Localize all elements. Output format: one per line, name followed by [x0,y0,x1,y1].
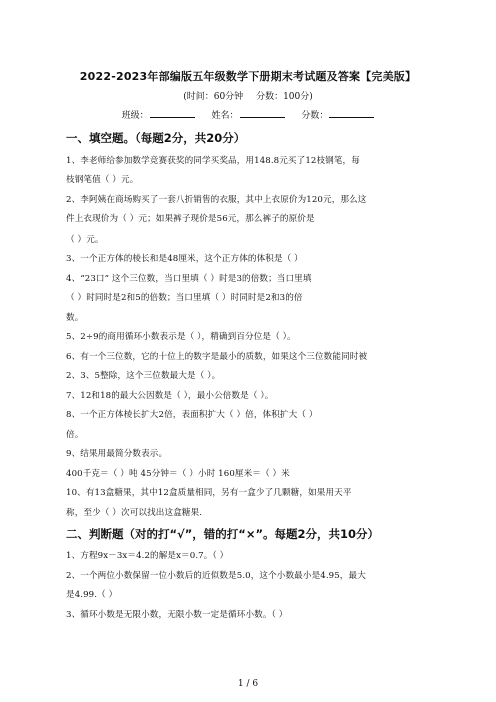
question-line: 倍。 [66,430,84,440]
question-line: 1、方程9x－3x＝4.2的解是x＝0.7。（ ） [66,551,229,561]
question-line: 6、有一个三位数，它的十位上的数字是最小的质数，如果这个三位数能同时被 [66,352,368,362]
question-line: 2、3、5整除，这个三位数最大是（ ）。 [66,371,221,381]
question-line: 2、一个两位小数保留一位小数后的近似数是5.0，这个小数最小是4.95，最大 [66,571,366,581]
question-line: 2、李阿姨在商场购买了一套八折销售的衣服，其中上衣原价为120元，那么这 [66,195,367,205]
score-label: 分数： [301,111,329,121]
name-blank[interactable] [240,109,285,118]
class-label: 班级： [121,111,149,121]
question-line: 是4.99.（ ） [66,590,118,600]
exam-title: 2022-2023年部编版五年级数学下册期末考试题及答案【完美版】 [79,70,417,83]
student-info-line [0,108,496,121]
question-line: 3、循环小数是无限小数，无限小数一定是循环小数。（ ） [66,610,288,620]
class-blank[interactable] [150,109,195,118]
section-2-heading: 二、判断题（对的打“√”，错的打“×”。每题2分，共10分） [66,527,380,541]
page-number: 1 / 6 [237,679,259,689]
question-line: （ ）元。 [66,235,104,245]
question-line: 件上衣现价为（ ）元；如果裤子现价是56元，那么裤子的原价是 [66,214,315,224]
question-line: 枝钢笔值（ ）元。 [66,175,139,185]
question-line: 1、李老师给参加数学竞赛获奖的同学买奖品，用148.8元买了12枝钢笔，每 [66,156,360,166]
question-line: 10、有13盒糖果，其中12盒质量相同，另有一盒少了几颗糖，如果用天平 [66,488,352,498]
name-label: 姓名： [211,111,239,121]
question-line: 3、一个正方体的棱长和是48厘米，这个正方体的体积是（ ） [66,254,303,264]
score-blank[interactable] [329,109,374,118]
question-line: 4、“23口” 这个三位数，当口里填（ ）时是3的倍数；当口里填 [66,274,312,284]
exam-time: (时间：60分钟 [183,92,244,102]
question-line: 7、12和18的最大公因数是（ ），最小公倍数是（ ）。 [66,391,274,401]
exam-total-score: 分数：100分) [256,92,313,102]
exam-time-score [0,89,496,102]
question-line: 称，至少（ ）次可以找出这盒糖果. [66,508,203,518]
question-line: 400千克＝（ ）吨 45分钟＝（ ）小时 160厘米＝（ ）米 [66,469,290,479]
question-line: 5、2÷9的商用循环小数表示是（ ），精确到百分位是（ ）。 [66,332,296,342]
question-line: 9、结果用最简分数表示。 [66,449,168,459]
question-line: 数。 [66,313,84,323]
section-1-heading: 一、填空题。（每题2分，共20分） [66,131,246,145]
question-line: （ ）时同时是2和5的倍数；当口里填（ ）时同时是2和3的倍 [66,293,303,303]
question-line: 8、一个正方体棱长扩大2倍，表面积扩大（ ）倍，体积扩大（ ） [66,410,318,420]
